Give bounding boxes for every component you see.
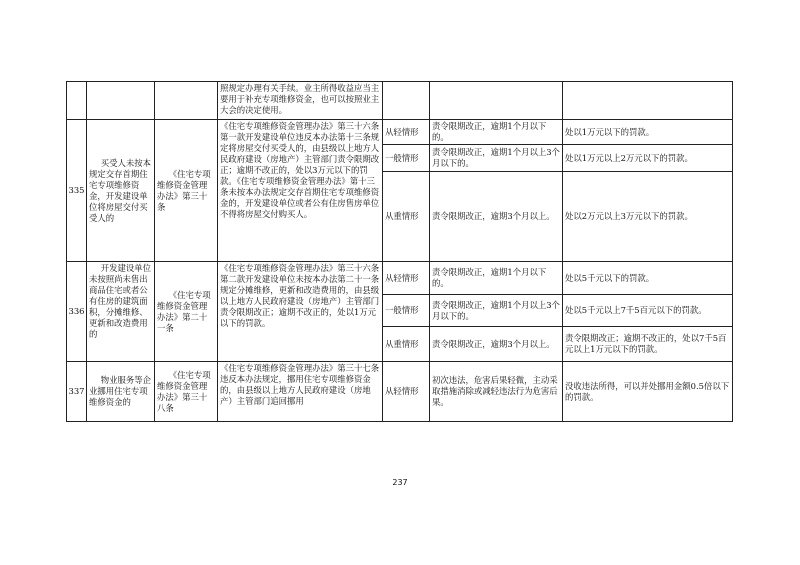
standard-cell: 责令限期改正，逾期1个月以下的。	[430, 262, 563, 295]
penalty-cell: 处以2万元以上3万元以下的罚款。	[563, 172, 733, 262]
circumstance-cell: 一般情形	[383, 145, 430, 172]
table-row	[67, 82, 733, 120]
penalty-discretion-table	[66, 81, 733, 422]
table-row	[67, 120, 733, 145]
penalty-cell	[563, 82, 733, 120]
basis-cell: 《住宅专项维修资金管理办法》第三十八条	[155, 362, 218, 422]
standard-cell: 责令限期改正，逾期1个月以下的。	[430, 120, 563, 145]
penalty-cell: 处以1万元以上2万元以下的罚款。	[563, 145, 733, 172]
penalty-cell: 没收违法所得，可以并处挪用金额0.5倍以下的罚款。	[563, 362, 733, 422]
standard-cell: 责令限期改正，逾期1个月以上3个月以下的。	[430, 145, 563, 172]
standard-cell: 责令限期改正，逾期3个月以上。	[430, 327, 563, 362]
row-number: 337	[67, 362, 87, 422]
penalty-cell: 处以5千元以下的罚款。	[563, 262, 733, 295]
circumstance-cell	[383, 82, 430, 120]
law-cell: 《住宅专项维修资金管理办法》第三十六条第一款开发建设单位违反本办法第十三条规定将房屋交付买受人的，由县级以上地方人民政府建设（房地产）主管部门责令限期改正；逾期不改正的，处以3万元以下的罚款。《住宅专项维修资金管理办法》第十三条未按本办法规定交存首期住宅专项维修资金的，开发建设单位或者公有住房售房单位不得将房屋交付购买人。	[218, 120, 383, 262]
row-number: 335	[67, 120, 87, 262]
circumstance-cell: 一般情形	[383, 295, 430, 327]
offence-cell: 物业服务等企业挪用住宅专项维修资金的	[87, 362, 155, 422]
standard-cell: 责令限期改正，逾期3个月以上。	[430, 172, 563, 262]
circumstance-cell: 从轻情形	[383, 120, 430, 145]
circumstance-cell: 从轻情形	[383, 262, 430, 295]
basis-cell: 《住宅专项维修资金管理办法》第二十一条	[155, 262, 218, 362]
row-number	[67, 82, 87, 120]
table-row	[67, 262, 733, 295]
standard-cell: 责令限期改正，逾期1个月以上3个月以下的。	[430, 295, 563, 327]
circumstance-cell: 从轻情形	[383, 362, 430, 422]
law-cell: 照规定办理有关手续。业主所得收益应当主要用于补充专项维修资金，也可以按照业主大会的决定使用。	[218, 82, 383, 120]
circumstance-cell: 从重情形	[383, 327, 430, 362]
standard-cell: 初次违法，危害后果轻微，主动采取措施消除或减轻违法行为危害后果。	[430, 362, 563, 422]
penalty-cell: 处以5千元以上7千5百元以下的罚款。	[563, 295, 733, 327]
offence-cell	[87, 82, 155, 120]
page-number: 237	[392, 478, 408, 487]
basis-cell	[155, 82, 218, 120]
table-row	[67, 362, 733, 422]
standard-cell	[430, 82, 563, 120]
offence-cell: 开发建设单位未按照尚未售出商品住宅或者公有住房的建筑面积，分摊维修、更新和改造费用的	[87, 262, 155, 362]
basis-cell: 《住宅专项维修资金管理办法》第三十条	[155, 120, 218, 262]
penalty-cell: 处以1万元以下的罚款。	[563, 120, 733, 145]
penalty-cell: 责令限期改正；逾期不改正的，处以7千5百元以上1万元以下的罚款。	[563, 327, 733, 362]
circumstance-cell: 从重情形	[383, 172, 430, 262]
offence-cell: 买受人未按本规定交存首期住宅专项维修资金，开发建设单位将房屋交付买受人的	[87, 120, 155, 262]
row-number: 336	[67, 262, 87, 362]
law-cell: 《住宅专项维修资金管理办法》第三十七条违反本办法规定，挪用住宅专项维修资金的，由县级以上地方人民政府建设（房地产）主管部门追回挪用	[218, 362, 383, 422]
law-cell: 《住宅专项维修资金管理办法》第三十六条第二款开发建设单位未按本办法第二十一条规定分摊维修，更新和改造费用的，由县级以上地方人民政府建设（房地产）主管部门责令限期改正；逾期不改正的，处以1万元以下的罚款。	[218, 262, 383, 362]
